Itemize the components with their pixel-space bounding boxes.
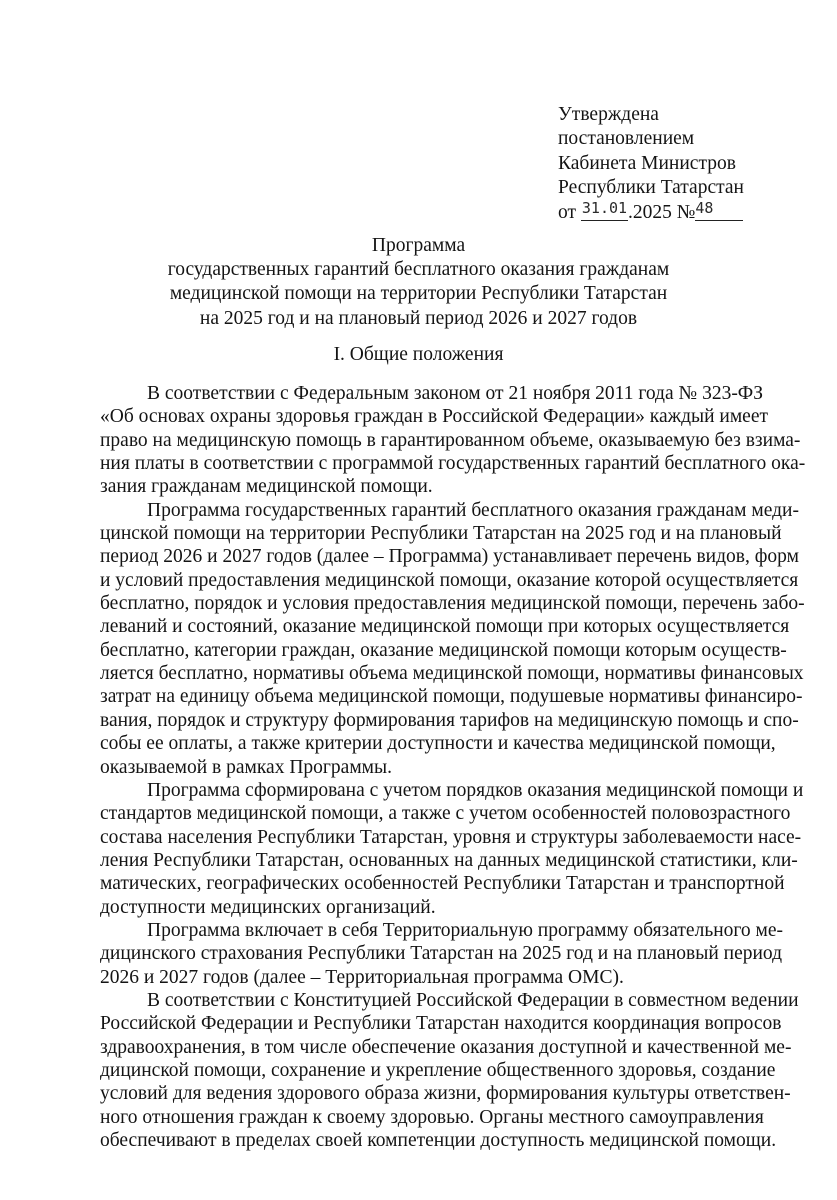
approval-date: 31.01: [581, 198, 628, 217]
paragraph-line: бесплатно, порядок и условия предоставления медицинской помощи, перечень забо-: [100, 593, 805, 615]
paragraph-line: ния платы в соответствии с программой государственных гарантий бесплатного ока-: [100, 453, 806, 475]
paragraph-line: 2026 и 2027 годов (далее – Территориальная программа ОМС).: [100, 966, 624, 988]
paragraph: [100, 382, 806, 499]
paragraph-line: ного отношения граждан к своему здоровью. Органы местного самоуправления: [100, 1106, 764, 1128]
paragraph-line: дицинской помощи, сохранение и укрепление общественного здоровья, создание: [100, 1059, 776, 1081]
paragraph-line: зания гражданам медицинской помощи.: [100, 476, 433, 498]
paragraph-line: «Об основах охраны здоровья граждан в Российской Федерации» каждый имеет: [100, 406, 769, 428]
paragraph-line: В соответствии с Конституцией Российской Федерации в совместном ведении: [147, 989, 799, 1011]
paragraph-line: леваний и состояний, оказание медицинской помощи при которых осуществляется: [100, 616, 790, 638]
paragraph: [100, 499, 805, 779]
paragraph: [100, 989, 799, 1152]
paragraph-line: вания, порядок и структуру формирования тарифов на медицинскую помощь и спо-: [100, 709, 799, 731]
approval-prefix: от: [558, 201, 577, 223]
title-line-3: медицинской помощи на территории Республики Татарстан: [169, 283, 668, 305]
paragraph-line: собы ее оплаты, а также критерии доступности и качества медицинской помощи,: [100, 733, 776, 755]
title-line-2: государственных гарантий бесплатного оказания гражданам: [167, 259, 670, 281]
paragraph: [100, 779, 804, 919]
paragraph-line: период 2026 и 2027 годов (далее – Программа) устанавливает перечень видов, форм: [100, 546, 799, 568]
paragraph: [100, 919, 784, 989]
document-title: [100, 234, 737, 331]
paragraph-line: В соответствии с Федеральным законом от 21 ноября 2011 года № 323-ФЗ: [147, 383, 763, 404]
title-line-1: Программа: [371, 235, 466, 256]
paragraph-line: дицинского страхования Республики Татарстан на 2025 год и на плановый период: [100, 943, 783, 965]
section-heading: I. Общие положения: [333, 344, 504, 365]
paragraph-line: обеспечивают в пределах своей компетенции доступность медицинской помощи.: [100, 1130, 777, 1151]
title-line-4: на 2025 год и на плановый период 2026 и 2027 годов: [199, 307, 638, 329]
paragraph-line: оказываемой в рамках Программы.: [100, 756, 392, 778]
paragraph-line: состава населения Республики Татарстан, уровня и структуры заболеваемости насе-: [100, 826, 802, 848]
paragraph-line: матических, географических особенностей Республики Татарстан и транспортной: [100, 873, 785, 895]
approval-line-4: Республики Татарстан: [558, 177, 744, 199]
paragraph-line: Российской Федерации и Республики Татарстан находится координация вопросов: [100, 1013, 782, 1035]
paragraph-line: ления Республики Татарстан, основанных на данных медицинской статистики, кли-: [100, 849, 798, 871]
approval-number: 48: [695, 198, 714, 217]
approval-line-2: постановлением: [558, 128, 695, 150]
paragraph-line: стандартов медицинской помощи, а также с учетом особенностей половозрастного: [100, 803, 791, 825]
paragraph-line: Программа включает в себя Территориальную программу обязательного ме-: [147, 919, 784, 941]
approval-year: .2025 №: [628, 201, 696, 223]
paragraph-line: право на медицинскую помощь в гарантированном объеме, оказываемую без взима-: [100, 429, 801, 451]
paragraph-line: условий для ведения здорового образа жизни, формирования культуры ответствен-: [100, 1083, 791, 1105]
paragraph-line: ляется бесплатно, нормативы объема медицинской помощи, нормативы финансовых: [100, 663, 804, 685]
body-text: [100, 382, 806, 1152]
paragraph-line: и условий предоставления медицинской помощи, оказание которой осуществляется: [100, 569, 799, 591]
approval-line-3: Кабинета Министров: [558, 152, 736, 174]
paragraph-line: доступности медицинских организаций.: [100, 896, 436, 918]
approval-stamp: [558, 103, 744, 225]
paragraph-line: Программа государственных гарантий бесплатного оказания гражданам меди-: [147, 499, 799, 521]
paragraph-line: затрат на единицу объема медицинской помощи, подушевые нормативы финансиро-: [100, 686, 803, 708]
paragraph-line: бесплатно, категории граждан, оказание медицинской помощи которым осуществ-: [100, 639, 787, 661]
approval-line-1: Утверждена: [558, 104, 659, 125]
paragraph-line: цинской помощи на территории Республики Татарстан на 2025 год и на плановый: [100, 523, 782, 545]
approval-date-line: [558, 198, 744, 225]
paragraph-line: здравоохранения, в том числе обеспечение оказания доступной и качественной ме-: [100, 1036, 792, 1058]
paragraph-line: Программа сформирована с учетом порядков оказания медицинской помощи и: [147, 779, 804, 801]
